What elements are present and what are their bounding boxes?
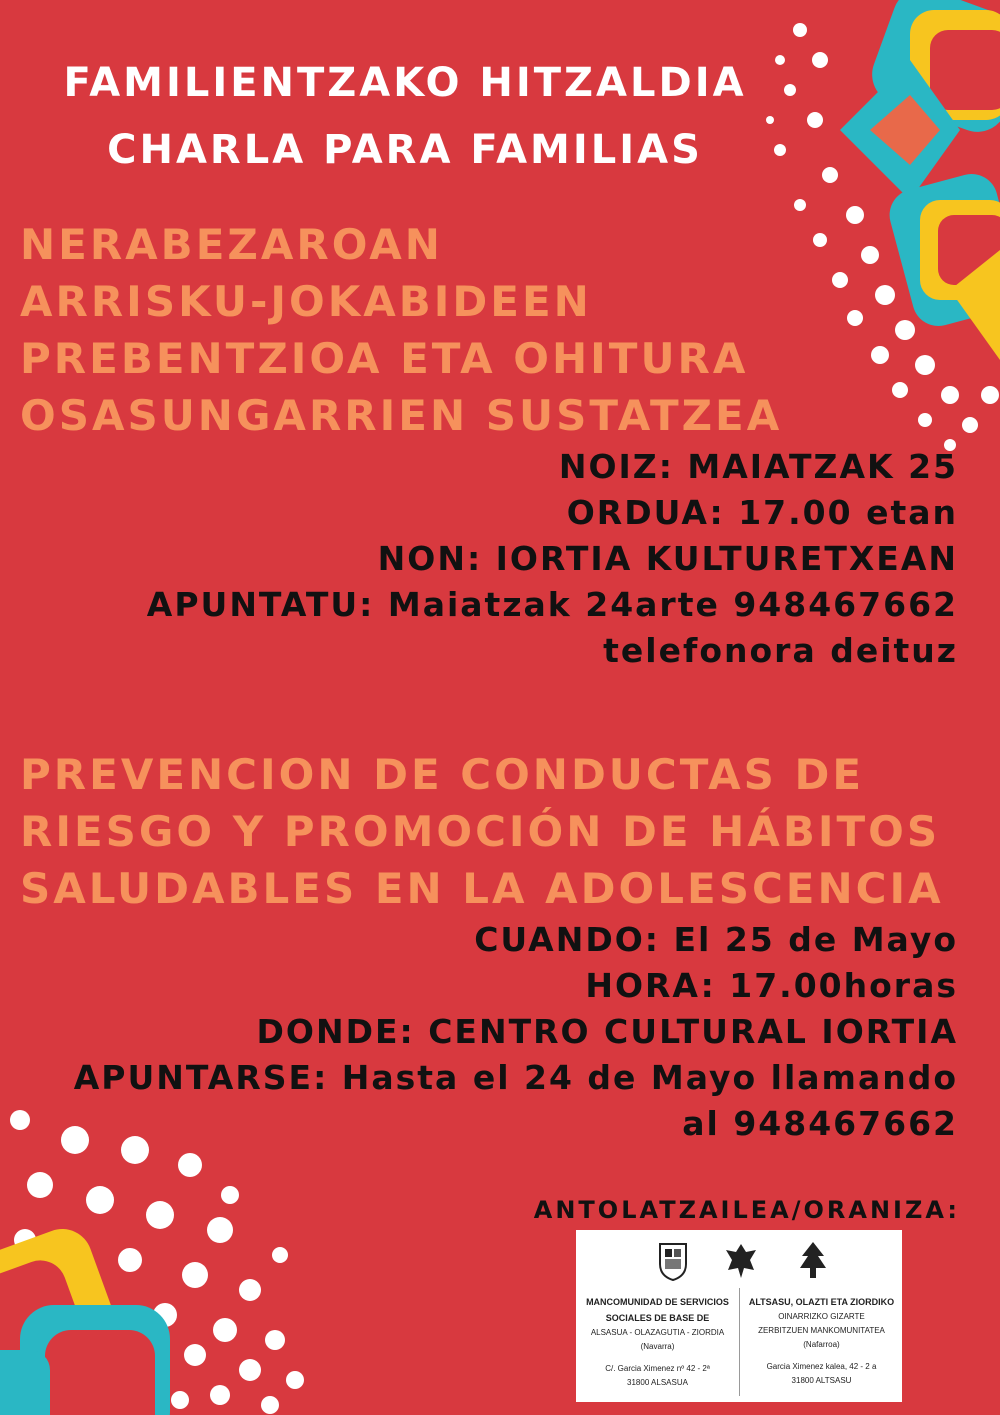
header-title-basque: FAMILIENTZAKO HITZALDIA	[63, 60, 747, 106]
basque-date: NOIZ: MAIATZAK 25	[558, 447, 958, 486]
basque-title-line: OSASUNGARRIEN SUSTATZEA	[20, 391, 783, 440]
org-address: 31800 ALTSASU	[791, 1376, 852, 1385]
org-line: MANCOMUNIDAD DE SERVICIOS	[586, 1297, 729, 1307]
org-address: 31800 ALSASUA	[627, 1378, 688, 1387]
organizer-spanish-name	[576, 1230, 739, 1402]
basque-title-line: PREBENTZIOA ETA OHITURA	[20, 334, 749, 383]
basque-talk-title	[20, 216, 782, 444]
spanish-date: CUANDO: El 25 de Mayo	[474, 920, 958, 959]
basque-event-info	[147, 444, 958, 674]
spanish-event-info	[74, 917, 958, 1147]
basque-registration-note: telefonora deituz	[603, 631, 958, 670]
organizer-label: ANTOLATZAILEA/ORANIZA:	[533, 1196, 960, 1224]
organizer-logo-box	[576, 1230, 902, 1402]
org-line: SOCIALES DE BASE DE	[605, 1313, 710, 1323]
organizer-basque-name	[740, 1230, 903, 1402]
org-line: ALTSASU, OLAZTI ETA ZIORDIKO	[748, 1297, 895, 1307]
spanish-title-line: SALUDABLES EN LA ADOLESCENCIA	[20, 864, 944, 913]
org-address: C/. Garcia Ximenez nº 42 - 2ª	[605, 1364, 710, 1373]
spanish-registration: APUNTARSE: Hasta el 24 de Mayo llamando	[73, 1058, 958, 1097]
basque-title-line: ARRISKU-JOKABIDEEN	[20, 277, 592, 326]
org-line: (Navarra)	[640, 1342, 675, 1351]
mandala-decoration-bottom-left	[0, 1100, 320, 1415]
basque-place: NON: IORTIA KULTURETXEAN	[377, 539, 958, 578]
spanish-talk-title	[20, 746, 944, 917]
basque-time: ORDUA: 17.00 etan	[566, 493, 958, 532]
spanish-title-line: PREVENCION DE CONDUCTAS DE	[20, 750, 865, 799]
basque-title-line: NERABEZAROAN	[20, 220, 443, 269]
spanish-time: HORA: 17.00horas	[585, 966, 958, 1005]
org-line: OINARRIZKO GIZARTE	[778, 1312, 865, 1321]
header-title-spanish: CHARLA PARA FAMILIAS	[107, 127, 703, 173]
basque-registration: APUNTATU: Maiatzak 24arte 948467662	[146, 585, 958, 624]
spanish-place: DONDE: CENTRO CULTURAL IORTIA	[256, 1012, 958, 1051]
org-address: Garcia Ximenez kalea, 42 - 2 a	[766, 1362, 877, 1371]
org-line: (Nafarroa)	[803, 1340, 840, 1349]
org-line: ALSASUA - OLAZAGUTIA - ZIORDIA	[590, 1328, 725, 1337]
org-line: ZERBITZUEN MANKOMUNITATEA	[758, 1326, 885, 1335]
spanish-registration-phone: al 948467662	[682, 1104, 958, 1143]
spanish-title-line: RIESGO Y PROMOCIÓN DE HÁBITOS	[20, 807, 941, 856]
